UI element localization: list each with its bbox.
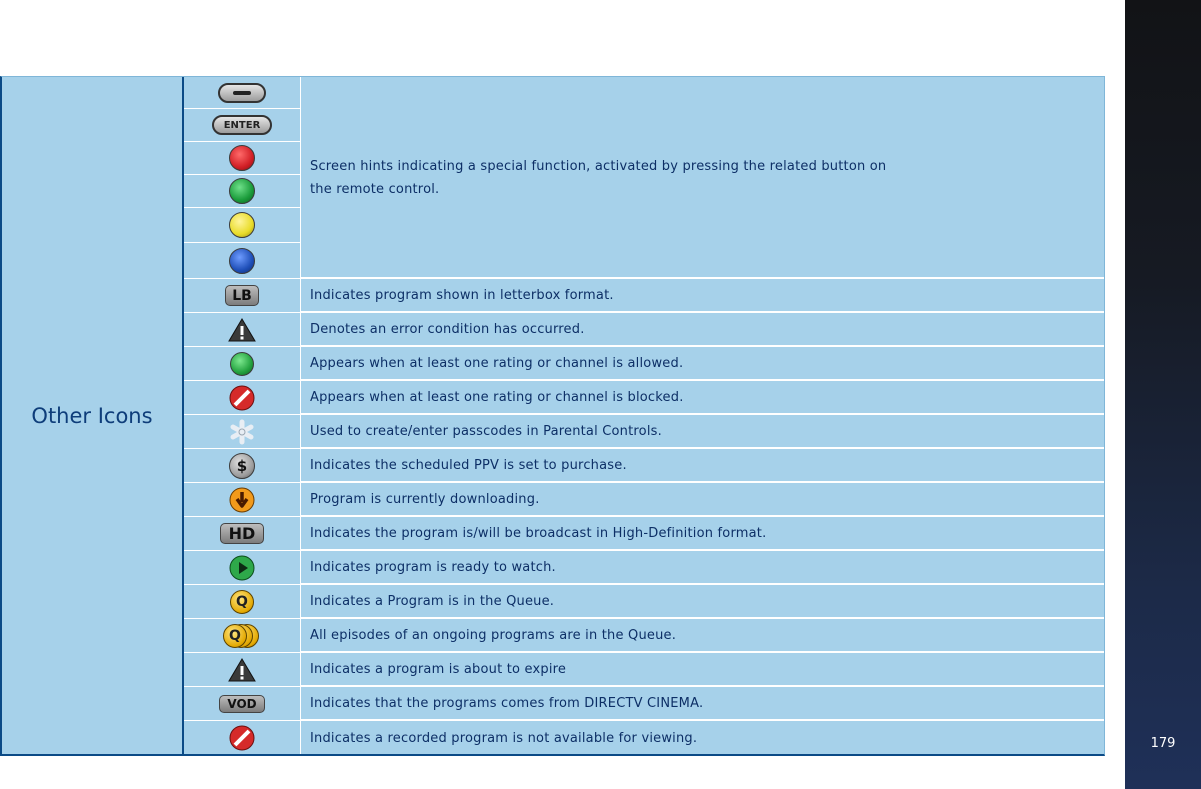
yellow-button-icon <box>229 212 255 238</box>
description-cell: Indicates that the programs comes from DIRECTV CINEMA. <box>301 687 1104 721</box>
icon-cell <box>184 449 300 483</box>
queue-label: Q <box>236 593 248 610</box>
queue-icon <box>230 590 254 614</box>
red-button-icon <box>229 145 255 171</box>
icon-cell <box>184 347 300 381</box>
icon-cell <box>184 687 300 721</box>
description-column <box>300 77 1104 754</box>
enter-button-label: ENTER <box>223 119 261 131</box>
description-cell: Indicates program shown in letterbox format. <box>301 279 1104 313</box>
green-button-icon <box>229 178 255 204</box>
hd-label: HD <box>228 524 256 543</box>
not-available-icon <box>229 725 255 751</box>
description-cell: Appears when at least one rating or channel is allowed. <box>301 347 1104 381</box>
hint-icon-cell <box>184 243 300 279</box>
blocked-icon <box>229 385 255 411</box>
queue-all-episodes-icon <box>223 623 261 649</box>
icon-cell <box>184 517 300 551</box>
dollar-icon <box>229 453 255 479</box>
description-cell: Appears when at least one rating or channel is blocked. <box>301 381 1104 415</box>
other-icons-table <box>0 76 1105 756</box>
description-cell: Indicates a recorded program is not available for viewing. <box>310 730 698 746</box>
hint-description-cell <box>301 77 1104 279</box>
description-cell: Indicates the scheduled PPV is set to purchase. <box>301 449 1104 483</box>
description-cell: Indicates a program is about to expire <box>301 653 1104 687</box>
icon-cell <box>184 653 300 687</box>
expire-warning-icon <box>228 658 256 682</box>
icon-column <box>184 77 300 754</box>
hint-icon-cell <box>184 208 300 243</box>
description-cell: All episodes of an ongoing programs are in the Queue. <box>301 619 1104 653</box>
dollar-label: $ <box>236 456 248 475</box>
icon-cell <box>184 551 300 585</box>
minus-button-icon <box>218 83 266 103</box>
description-cell: Program is currently downloading. <box>301 483 1104 517</box>
hint-description-line-2: the remote control. <box>310 182 440 197</box>
icon-cell <box>184 279 300 313</box>
description-cell: Indicates the program is/will be broadcast in High-Definition format. <box>301 517 1104 551</box>
blue-button-icon <box>229 248 255 274</box>
hd-icon <box>220 523 264 544</box>
page-number: 179 <box>1150 736 1176 751</box>
hint-icon-cell <box>184 175 300 208</box>
hint-description-line-1: Screen hints indicating a special function, activated by pressing the related button on <box>310 159 887 174</box>
icon-cell <box>184 483 300 517</box>
section-cell <box>2 77 184 754</box>
enter-button-icon <box>212 115 272 135</box>
hint-icon-cell <box>184 77 300 109</box>
section-title: Other Icons <box>31 403 153 428</box>
download-icon <box>229 487 255 513</box>
asterisk-icon <box>229 419 255 445</box>
hint-icon-cell <box>184 142 300 175</box>
warning-icon <box>228 318 256 342</box>
icon-cell <box>184 619 300 653</box>
description-cell: Used to create/enter passcodes in Parental Controls. <box>301 415 1104 449</box>
description-cell: Denotes an error condition has occurred. <box>301 313 1104 347</box>
letterbox-icon <box>225 285 259 306</box>
hint-icon-cell <box>184 109 300 142</box>
icon-cell <box>184 721 300 755</box>
queue-all-label: Q <box>229 627 241 644</box>
vod-icon <box>219 695 265 713</box>
letterbox-label: LB <box>232 287 252 304</box>
ready-to-watch-icon <box>229 555 255 581</box>
icon-cell <box>184 381 300 415</box>
description-cell: Indicates program is ready to watch. <box>301 551 1104 585</box>
icon-cell <box>184 585 300 619</box>
allowed-icon <box>230 352 254 376</box>
description-cell: Indicates a Program is in the Queue. <box>301 585 1104 619</box>
page-sidebar <box>1125 0 1201 789</box>
icon-cell <box>184 313 300 347</box>
vod-label: VOD <box>227 696 257 711</box>
icon-cell <box>184 415 300 449</box>
